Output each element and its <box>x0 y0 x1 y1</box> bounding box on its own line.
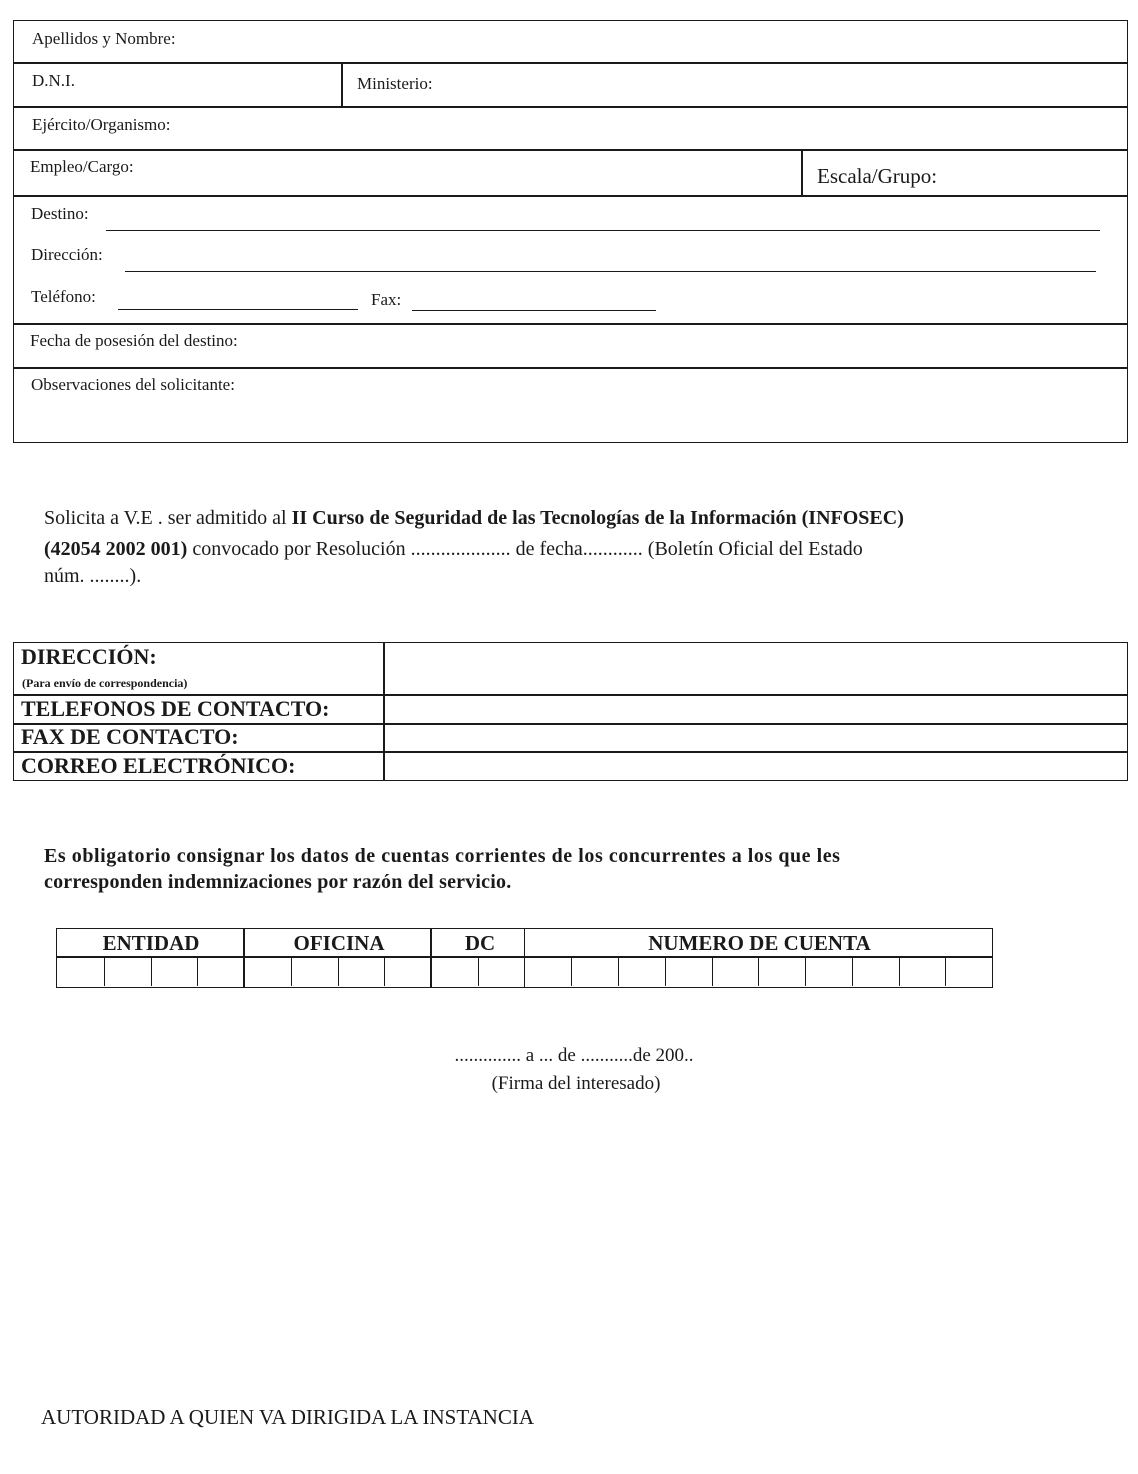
account-digit-box[interactable] <box>197 957 245 986</box>
telefono-input-line[interactable] <box>118 309 358 310</box>
cuenta-header: NUMERO DE CUENTA <box>648 931 871 955</box>
escala-field[interactable]: Escala/Grupo: <box>817 164 938 188</box>
account-digit-box[interactable] <box>945 957 993 986</box>
form-rule <box>341 62 343 106</box>
notice-line-2: corresponden indemnizaciones por razón del servicio. <box>44 871 512 893</box>
apellidos-nombre-field[interactable]: Apellidos y Nombre: <box>32 29 176 48</box>
account-digit-box[interactable] <box>244 957 291 986</box>
request-line-2 <box>44 538 1112 561</box>
oficina-header: OFICINA <box>293 931 385 955</box>
fax-input-line[interactable] <box>412 310 656 311</box>
direccion-input-line[interactable] <box>125 271 1096 272</box>
form-rule <box>13 323 1128 325</box>
empleo-field[interactable]: Empleo/Cargo: <box>30 157 134 176</box>
account-digit-box[interactable] <box>525 957 572 986</box>
direccion-label: Dirección: <box>31 245 103 264</box>
contact-direccion-note: (Para envío de correspondencia) <box>22 676 188 690</box>
contact-fax-label: FAX DE CONTACTO: <box>21 724 239 749</box>
telefonos-value-cell[interactable] <box>385 696 1124 722</box>
fecha-posesion-field[interactable]: Fecha de posesión del destino: <box>30 331 238 350</box>
account-digit-box[interactable] <box>852 957 900 986</box>
correo-value-cell[interactable] <box>385 753 1124 778</box>
account-digit-box[interactable] <box>665 957 713 986</box>
form-rule <box>13 106 1128 108</box>
form-rule <box>13 62 1128 64</box>
bank-account-table <box>56 928 993 988</box>
observaciones-field[interactable]: Observaciones del solicitante: <box>31 375 235 394</box>
ministerio-field[interactable]: Ministerio: <box>357 74 433 93</box>
account-digit-box[interactable] <box>151 957 199 986</box>
account-digit-box[interactable] <box>338 957 386 986</box>
form-rule <box>13 149 1128 151</box>
account-digit-box[interactable] <box>431 957 478 986</box>
notice-line-1: Es obligatorio consignar los datos de cuentas corrientes de los concurrentes a los que les <box>44 845 841 867</box>
account-digit-box[interactable] <box>571 957 619 986</box>
dni-field[interactable]: D.N.I. <box>32 71 75 90</box>
signature-label: (Firma del interesado) <box>491 1073 661 1094</box>
destino-input-line[interactable] <box>106 230 1100 231</box>
contact-telefonos-label: TELEFONOS DE CONTACTO: <box>21 696 330 721</box>
request-text: convocado por Resolución .................... de fecha............ (Boletín Oficial del Estado <box>187 538 863 560</box>
dc-header: DC <box>464 931 496 955</box>
ejercito-field[interactable]: Ejército/Organismo: <box>32 115 171 134</box>
entidad-header: ENTIDAD <box>102 931 200 955</box>
account-digit-box[interactable] <box>384 957 432 986</box>
fax-value-cell[interactable] <box>385 725 1124 750</box>
account-digit-box[interactable] <box>618 957 666 986</box>
contact-direccion-label: DIRECCIÓN: <box>21 644 157 669</box>
form-rule <box>13 195 1128 197</box>
course-name: II Curso de Seguridad de las Tecnologías de la Información (INFOSEC) <box>291 507 904 529</box>
form-rule <box>13 367 1128 369</box>
course-code: (42054 2002 001) <box>44 538 188 560</box>
account-digit-box[interactable] <box>478 957 526 986</box>
autoridad-footer: AUTORIDAD A QUIEN VA DIRIGIDA LA INSTANCIA <box>41 1405 534 1429</box>
account-digit-box[interactable] <box>291 957 339 986</box>
account-digit-box[interactable] <box>712 957 760 986</box>
request-line-1 <box>44 507 1112 530</box>
fax-label: Fax: <box>371 290 402 309</box>
account-digit-box[interactable] <box>805 957 853 986</box>
request-text: Solicita a V.E . ser admitido al <box>44 507 292 529</box>
account-digit-box[interactable] <box>104 957 152 986</box>
destino-label: Destino: <box>31 204 89 223</box>
signature-date-line: .............. a ... de ...........de 200.. <box>454 1045 694 1066</box>
direccion-value-cell[interactable] <box>385 644 1124 694</box>
account-digit-box[interactable] <box>899 957 947 986</box>
account-digit-box[interactable] <box>57 957 104 986</box>
form-rule <box>801 149 803 195</box>
request-line-3: núm. ........). <box>44 565 142 587</box>
telefono-label: Teléfono: <box>31 287 96 306</box>
contact-correo-label: CORREO ELECTRÓNICO: <box>21 753 296 778</box>
account-digit-box[interactable] <box>758 957 806 986</box>
